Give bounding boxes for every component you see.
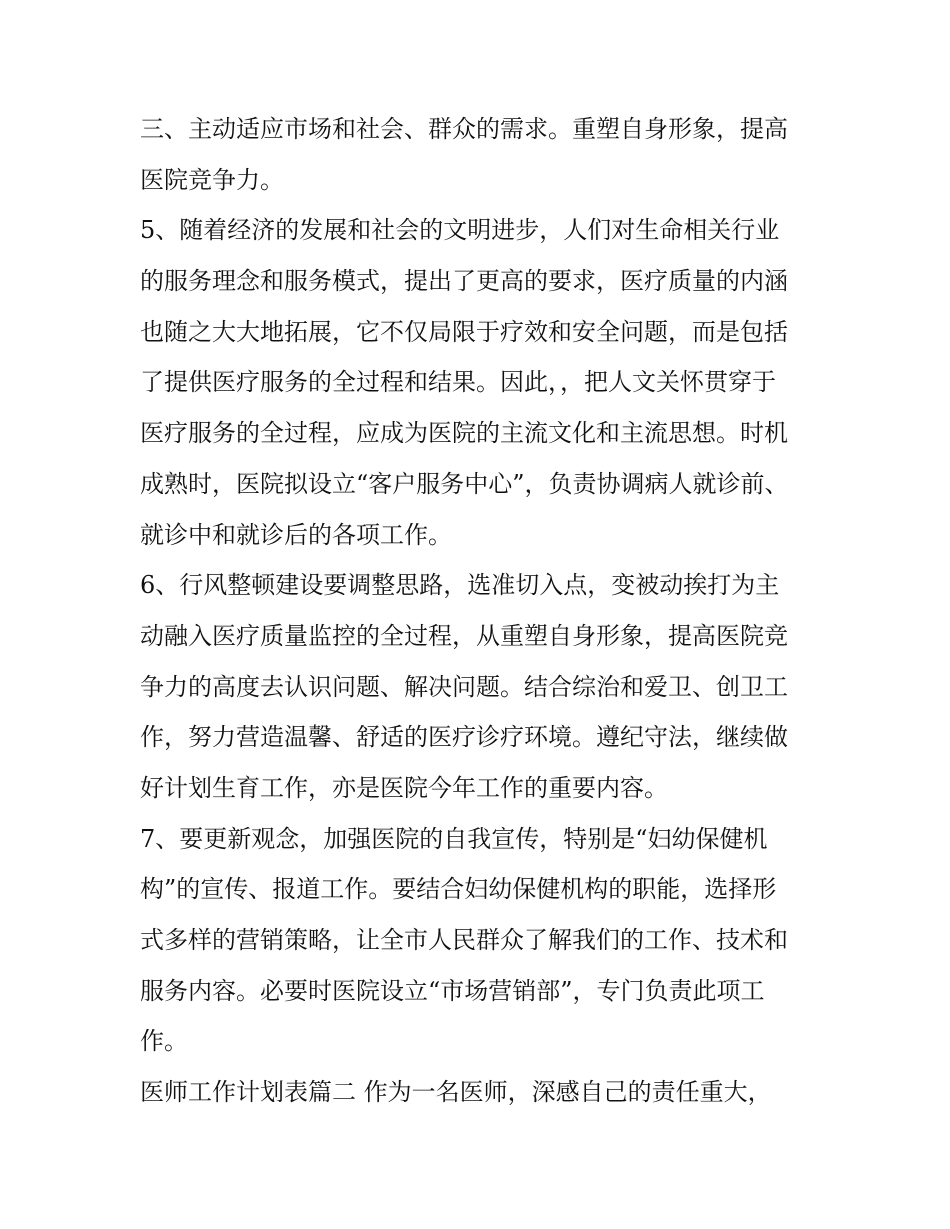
text-line: 三、主动适应市场和社会、群众的需求。重塑自身形象，提高 — [140, 115, 788, 143]
text-line: 成熟时，医院拟设立“客户服务中心”，负责协调病人就诊前、 — [140, 469, 789, 498]
text-line: 作。 — [140, 1027, 188, 1056]
text-line: 动融入医疗质量监控的全过程，从重塑自身形象，提高医院竞 — [140, 621, 788, 650]
text-line: 作，努力营造温馨、舒适的医疗诊疗环境。遵纪守法，继续做 — [140, 723, 788, 752]
text-line: 服务内容。必要时医院设立“市场营销部”，专门负责此项工 — [140, 976, 765, 1005]
text-line: 7、要更新观念，加强医院的自我宣传，特别是“妇幼保健机 — [140, 824, 768, 853]
text-line: 医院竞争力。 — [140, 165, 284, 194]
text-line: 了提供医疗服务的全过程和结果。因此，，把人文关怀贯穿于 — [140, 368, 776, 397]
text-line: 6、行风整顿建设要调整思路，选准切入点，变被动挨打为主 — [140, 571, 780, 600]
text-line: 也随之大大地拓展，它不仅局限于疗效和安全问题，而是包括 — [140, 317, 788, 346]
text-line: 的服务理念和服务模式，提出了更高的要求，医疗质量的内涵 — [140, 267, 788, 296]
text-line: 医疗服务的全过程，应成为医院的主流文化和主流思想。时机 — [140, 419, 788, 448]
text-line: 好计划生育工作，亦是医院今年工作的重要内容。 — [140, 773, 668, 802]
text-line: 争力的高度去认识问题、解决问题。结合综治和爱卫、创卫工 — [140, 672, 788, 701]
text-line: 式多样的营销策略，让全市人民群众了解我们的工作、技术和 — [140, 926, 788, 954]
text-line: 5、随着经济的发展和社会的文明进步，人们对生命相关行业 — [140, 216, 780, 245]
body-text — [140, 104, 820, 1118]
text-line: 构”的宣传、报道工作。要结合妇幼保健机构的职能，选择形 — [140, 875, 777, 904]
text-line: 医师工作计划表篇二 作为一名医师，深感自己的责任重大， — [140, 1078, 772, 1107]
text-line: 就诊中和就诊后的各项工作。 — [140, 520, 452, 549]
